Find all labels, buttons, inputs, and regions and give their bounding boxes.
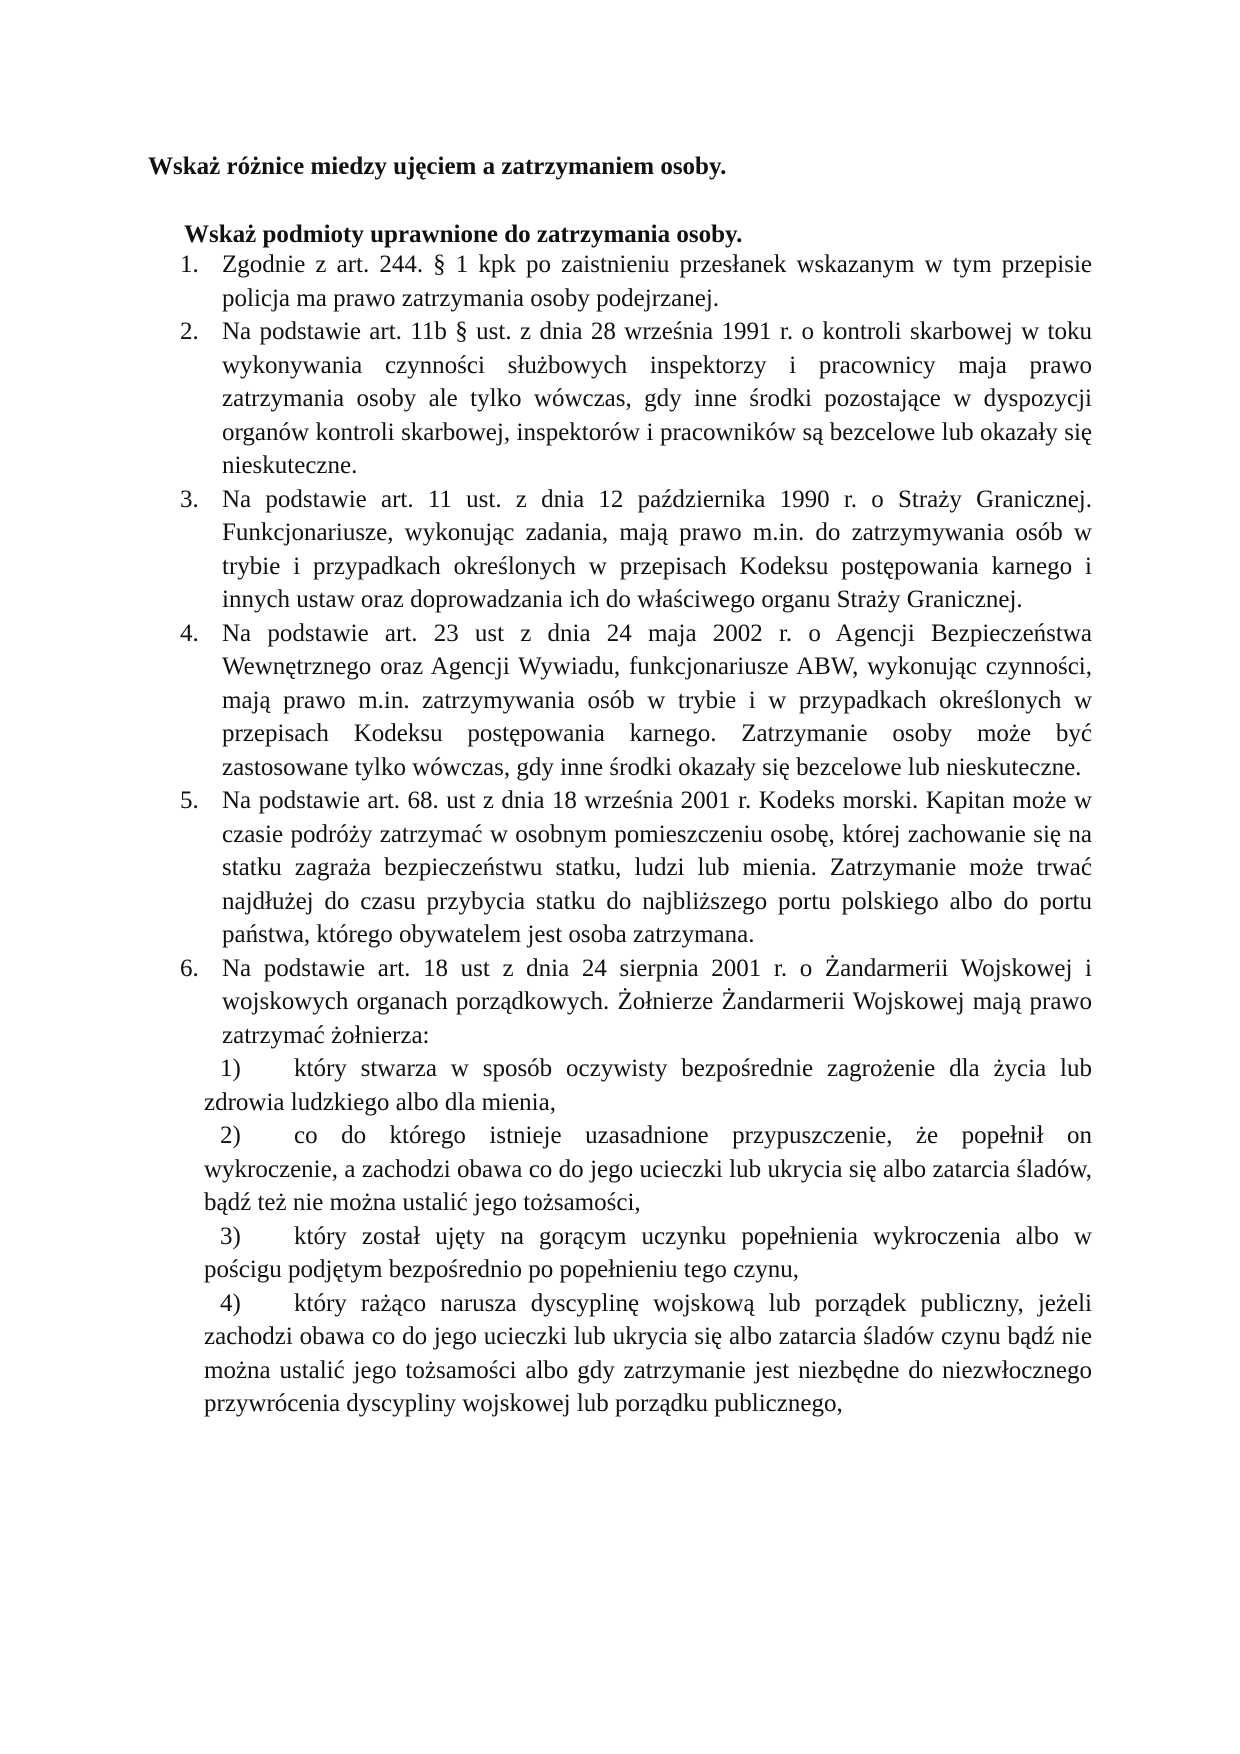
sub-list-item (204, 1052, 1092, 1119)
list-item-text: Na podstawie art. 18 ust z dnia 24 sierpnia 2001 r. o Żandarmerii Wojskowej i wojskowych organach porządkowych. Żołnierze Żandarmerii Wojskowej mają prawo zatrzymać żołnierza: (222, 954, 1092, 1049)
sub-list-item-text: który stwarza w sposób oczywisty bezpośrednie zagrożenie dla życia lub zdrowia ludzkiego albo dla mienia, (204, 1055, 1092, 1116)
list-item (180, 248, 1092, 315)
sub-list-item-number: 1) (220, 1055, 241, 1082)
list-item-number: 2. (180, 318, 199, 345)
sub-list-item (204, 1287, 1092, 1421)
list-item-number: 3. (180, 485, 199, 513)
sub-list-item-text: który rażąco narusza dyscyplinę wojskową lub porządek publiczny, jeżeli zachodzi obawa co do jego ucieczki lub ukrycia się albo zatarcia śladów czynu bądź nie można ustalić jego tożsamości albo gdy zatrzymanie jest niezbędne do niezwłocznego przywrócenia dyscypliny wojskowej lub porządku publicznego, (204, 1289, 1092, 1417)
sub-list (204, 1052, 1092, 1421)
list-item (180, 483, 1092, 617)
sub-list-item (204, 1119, 1092, 1220)
entities-list (180, 248, 1092, 1421)
list-item-text: Na podstawie art. 11b § ust. z dnia 28 września 1991 r. o kontroli skarbowej w toku wykonywania czynności służbowych inspektorzy i pracownicy maja prawo zatrzymania osoby ale tylko wówczas, gdy inne środki pozostające w dyspozycji organów kontroli skarbowej, inspektorów i pracowników są bezcelowe lub okazały się nieskuteczne. (222, 318, 1092, 479)
list-item (180, 784, 1092, 952)
sub-list-item-number: 3) (220, 1222, 241, 1250)
list-item-text: Na podstawie art. 23 ust z dnia 24 maja 2002 r. o Agencji Bezpieczeństwa Wewnętrznego oraz Agencji Wywiadu, funkcjonariusze ABW, wykonując czynności, mają prawo m.in. zatrzymywania osób w trybie i w przypadkach określonych w przepisach Kodeksu postępowania karnego. Zatrzymanie osoby może być zastosowane tylko wówczas, gdy inne środki okazały się bezcelowe lub nieskuteczne. (222, 619, 1092, 781)
sub-list-item (204, 1220, 1092, 1287)
list-item-number: 5. (180, 787, 199, 814)
list-item-text: Na podstawie art. 68. ust z dnia 18 września 2001 r. Kodeks morski. Kapitan może w czasie podróży zatrzymać w osobnym pomieszczeniu osobę, której zachowanie się na statku zagraża bezpieczeństwu statku, ludzi lub mienia. Zatrzymanie może trwać najdłużej do czasu przybycia statku do najbliższego portu polskiego albo do portu państwa, którego obywatelem jest osoba zatrzymana. (222, 787, 1092, 948)
list-item (180, 952, 1092, 1421)
list-item-number: 4. (180, 619, 199, 647)
sub-list-item-text: który został ujęty na gorącym uczynku popełnienia wykroczenia albo w pościgu podjętym bezpośrednio po popełnieniu tego czynu, (204, 1222, 1092, 1283)
list-item-number: 1. (180, 251, 199, 278)
list-item (180, 315, 1092, 483)
list-item-text: Na podstawie art. 11 ust. z dnia 12 października 1990 r. o Straży Granicznej. Funkcjonariusze, wykonując zadania, mają prawo m.in. do zatrzymywania osób w trybie i przypadkach określonych w przepisach Kodeksu postępowania karnego i innych ustaw oraz doprowadzania ich do właściwego organu Straży Granicznej. (222, 485, 1092, 613)
question-heading-2: Wskaż podmioty uprawnione do zatrzymania osoby. (184, 221, 743, 248)
sub-list-item-text: co do którego istnieje uzasadnione przypuszczenie, że popełnił on wykroczenie, a zachodzi obawa co do jego ucieczki lub ukrycia się albo zatarcia śladów, bądź też nie można ustalić jego tożsamości, (204, 1122, 1092, 1216)
list-item-number: 6. (180, 954, 199, 982)
sub-list-item-number: 4) (220, 1289, 241, 1317)
list-item (180, 617, 1092, 785)
question-heading-1: Wskaż różnice miedzy ujęciem a zatrzymaniem osoby. (148, 153, 727, 180)
sub-list-item-number: 2) (220, 1122, 241, 1149)
list-item-text: Zgodnie z art. 244. § 1 kpk po zaistnieniu przesłanek wskazanym w tym przepisie policja ma prawo zatrzymania osoby podejrzanej. (222, 251, 1092, 312)
